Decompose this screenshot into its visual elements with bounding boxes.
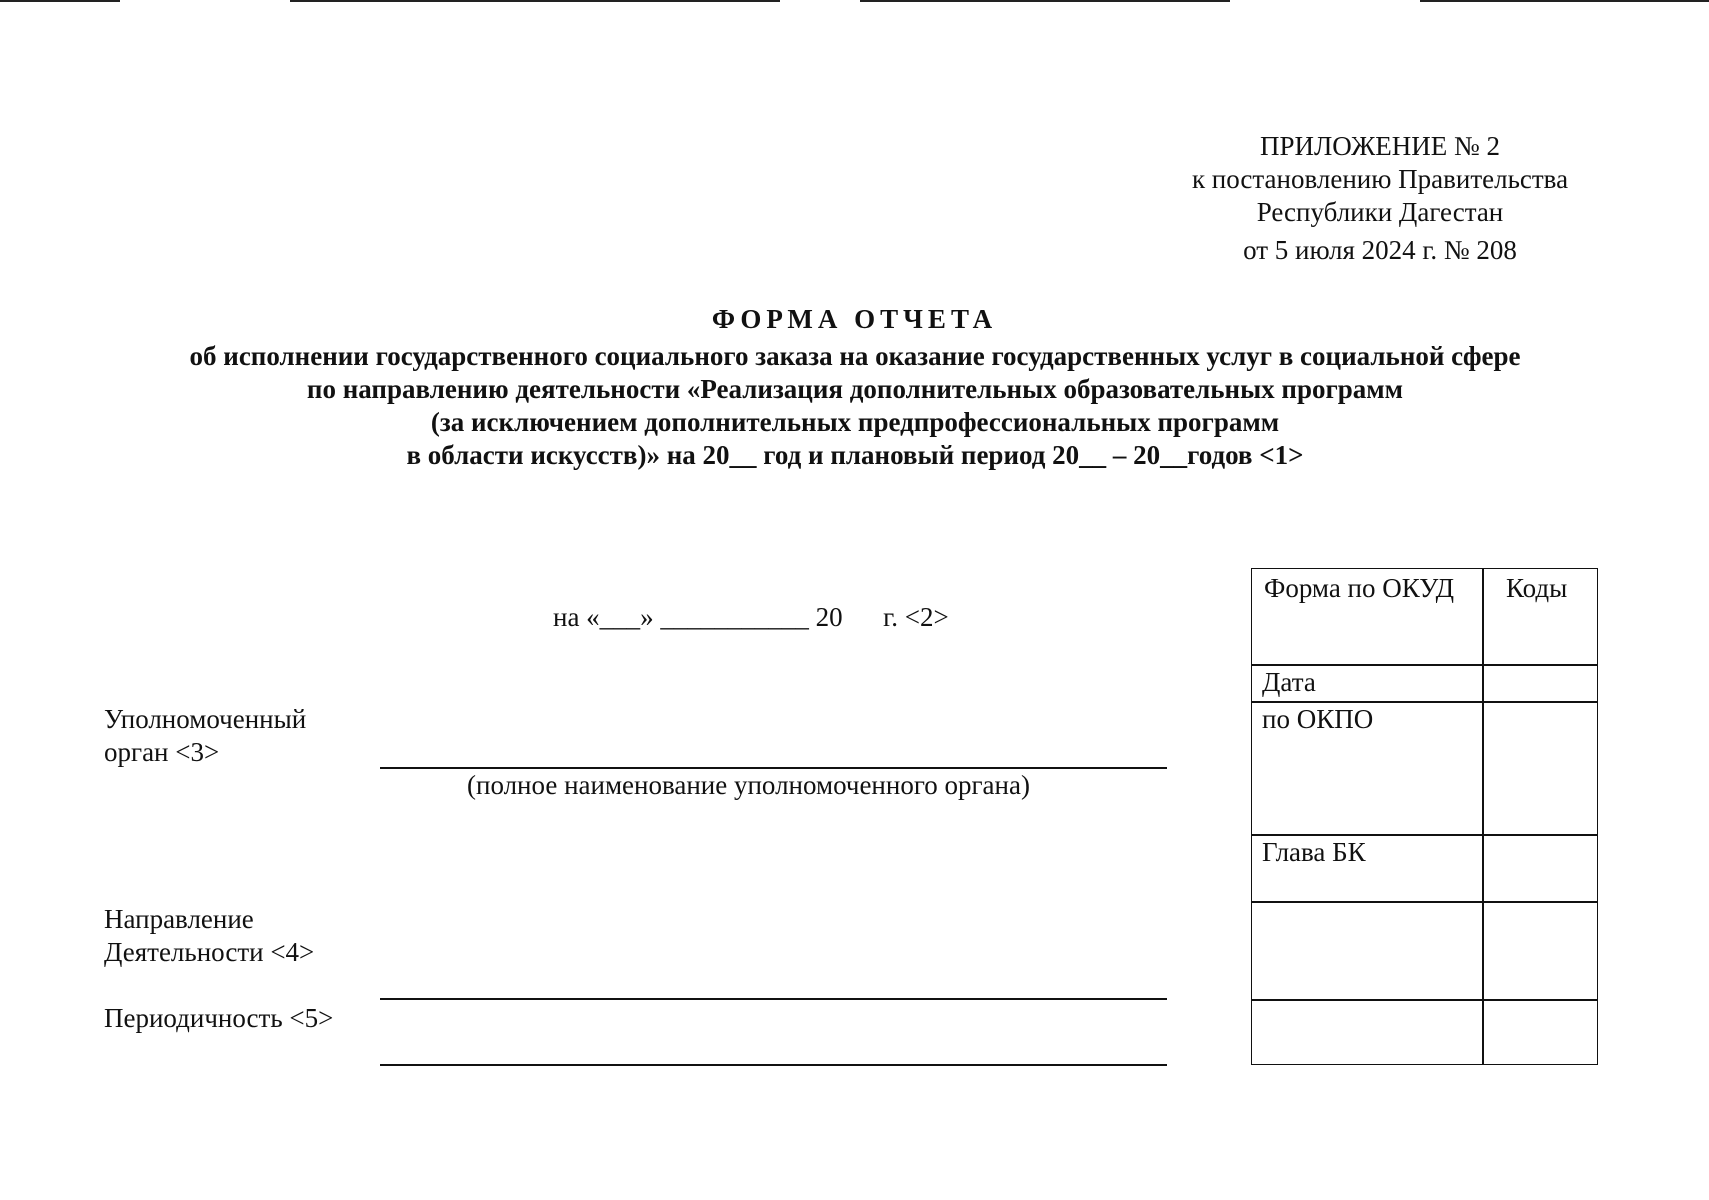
subtitle-line-1: об исполнении государственного социального заказа на оказание государственных услуг в социальной сфере [189,341,1521,371]
direction-label [104,903,314,969]
budget-chapter-row-label: Глава БК [1262,837,1366,867]
document-title: ФОРМА ОТЧЕТА [711,304,998,334]
direction-label-line-1: Направление [104,904,254,934]
codes-header: Коды [1506,573,1568,603]
periodicity-label: Периодичность <5> [104,1003,334,1033]
authority-input-line[interactable] [380,767,1167,769]
authority-label-line-2: орган <3> [104,737,220,767]
report-date-line: на «___» ___________ 20 г. <2> [553,602,949,632]
subtitle-line-4: в области искусств)» на 20__ год и плановый период 20__ – 20__годов <1> [406,440,1304,470]
authority-caption: (полное наименование уполномоченного органа) [467,770,1030,800]
codes-divider [1482,569,1484,1064]
codes-row-divider [1252,901,1597,903]
appendix-date: от 5 июля 2024 г. № 208 [1243,235,1517,265]
codes-row-divider [1252,834,1597,836]
direction-input-line[interactable] [380,998,1167,1000]
subtitle-line-2: по направлению деятельности «Реализация дополнительных образовательных программ [306,374,1404,404]
authority-label-line-1: Уполномоченный [104,704,307,734]
appendix-block [1180,130,1580,267]
okud-form-label: Форма по ОКУД [1264,573,1455,603]
scan-edge-line [0,0,120,2]
date-row-label: Дата [1262,667,1316,697]
authority-label [104,703,306,769]
codes-row-divider [1252,701,1597,703]
scan-edge-line [860,0,1230,2]
appendix-line-1: к постановлению Правительства [1191,164,1569,194]
scan-edge-line [290,0,780,2]
subtitle-line-3: (за исключением дополнительных предпрофессиональных программ [430,407,1280,437]
okpo-row-label: по ОКПО [1262,704,1374,734]
scan-edge-line [1420,0,1709,2]
periodicity-input-line[interactable] [380,1064,1167,1066]
codes-row-divider [1252,999,1597,1001]
direction-label-line-2: Деятельности <4> [104,937,315,967]
codes-row-divider [1252,664,1597,666]
appendix-title: ПРИЛОЖЕНИЕ № 2 [1259,131,1501,161]
document-subtitle [40,340,1670,472]
codes-table [1251,568,1598,1065]
appendix-line-2: Республики Дагестан [1256,197,1504,227]
